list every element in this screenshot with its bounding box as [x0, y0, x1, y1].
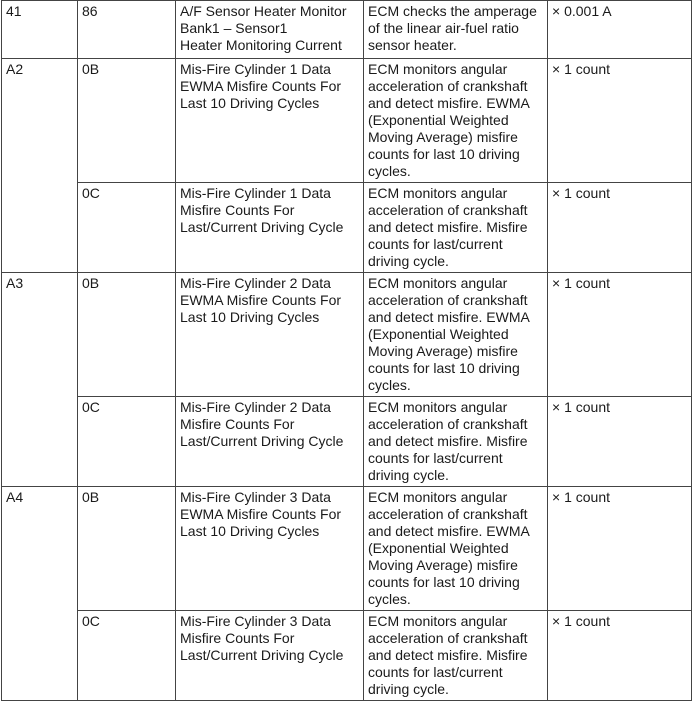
- explanation-cell: [364, 183, 548, 273]
- desc-line: and detect misfire. Misfire: [368, 219, 528, 235]
- desc-line: driving cycle.: [368, 467, 449, 483]
- explanation-cell: [364, 1, 548, 59]
- test-id-cell: 86: [78, 1, 176, 59]
- desc-line: ECM monitors angular: [368, 613, 508, 629]
- name-line: EWMA Misfire Counts For: [180, 506, 342, 522]
- desc-line: ECM monitors angular: [368, 275, 508, 291]
- name-line: Last/Current Driving Cycle: [180, 647, 344, 663]
- explanation-cell: [364, 397, 548, 487]
- desc-line: acceleration of crankshaft: [368, 506, 528, 522]
- desc-line: and detect misfire. Misfire: [368, 647, 528, 663]
- desc-line: and detect misfire. EWMA: [368, 309, 530, 325]
- description-name-cell: [176, 1, 364, 59]
- unit-cell: × 1 count: [548, 59, 692, 183]
- desc-line: driving cycle.: [368, 681, 449, 697]
- name-line: EWMA Misfire Counts For: [180, 78, 342, 94]
- name-line: Mis-Fire Cylinder 3 Data: [180, 489, 331, 505]
- test-id-cell: 0C: [78, 611, 176, 701]
- desc-line: sensor heater.: [368, 37, 457, 53]
- desc-line: acceleration of crankshaft: [368, 292, 528, 308]
- explanation-cell: [364, 487, 548, 611]
- unit-cell: × 1 count: [548, 487, 692, 611]
- description-name-cell: [176, 397, 364, 487]
- name-line: Mis-Fire Cylinder 1 Data: [180, 185, 331, 201]
- desc-line: ECM checks the amperage: [368, 3, 537, 19]
- description-name-cell: [176, 273, 364, 397]
- table-row: [2, 183, 692, 273]
- desc-line: counts for last/current: [368, 664, 503, 680]
- description-name-cell: [176, 487, 364, 611]
- desc-line: acceleration of crankshaft: [368, 202, 528, 218]
- name-line: EWMA Misfire Counts For: [180, 292, 342, 308]
- test-id-cell: 0C: [78, 183, 176, 273]
- unit-cell: × 1 count: [548, 611, 692, 701]
- description-name-cell: [176, 611, 364, 701]
- explanation-cell: [364, 273, 548, 397]
- pid-cell: A4: [2, 487, 78, 701]
- desc-line: ECM monitors angular: [368, 61, 508, 77]
- monitor-data-table: [1, 0, 692, 701]
- name-line: Last 10 Driving Cycles: [180, 95, 320, 111]
- name-line: Mis-Fire Cylinder 2 Data: [180, 399, 331, 415]
- desc-line: counts for last 10 driving: [368, 146, 520, 162]
- desc-line: (Exponential Weighted: [368, 540, 509, 556]
- pid-cell: 41: [2, 1, 78, 59]
- table-row: [2, 611, 692, 701]
- test-id-cell: 0B: [78, 487, 176, 611]
- description-name-cell: [176, 59, 364, 183]
- name-line: Last 10 Driving Cycles: [180, 309, 320, 325]
- name-line: Bank1 – Sensor1: [180, 20, 288, 36]
- unit-cell: × 1 count: [548, 397, 692, 487]
- table-row: [2, 1, 692, 59]
- desc-line: ECM monitors angular: [368, 489, 508, 505]
- explanation-cell: [364, 59, 548, 183]
- desc-line: (Exponential Weighted: [368, 112, 509, 128]
- test-id-cell: 0B: [78, 59, 176, 183]
- desc-line: counts for last/current: [368, 236, 503, 252]
- desc-line: acceleration of crankshaft: [368, 416, 528, 432]
- unit-cell: × 1 count: [548, 273, 692, 397]
- table-row: [2, 59, 692, 183]
- unit-cell: × 1 count: [548, 183, 692, 273]
- desc-line: cycles.: [368, 591, 411, 607]
- description-name-cell: [176, 183, 364, 273]
- desc-line: and detect misfire. EWMA: [368, 95, 530, 111]
- name-line: Misfire Counts For: [180, 202, 295, 218]
- name-line: Last 10 Driving Cycles: [180, 523, 320, 539]
- desc-line: acceleration of crankshaft: [368, 78, 528, 94]
- desc-line: Moving Average) misfire: [368, 343, 518, 359]
- desc-line: (Exponential Weighted: [368, 326, 509, 342]
- desc-line: and detect misfire. EWMA: [368, 523, 530, 539]
- test-id-cell: 0B: [78, 273, 176, 397]
- desc-line: of the linear air-fuel ratio: [368, 20, 519, 36]
- explanation-cell: [364, 611, 548, 701]
- desc-line: ECM monitors angular: [368, 185, 508, 201]
- desc-line: cycles.: [368, 377, 411, 393]
- desc-line: cycles.: [368, 163, 411, 179]
- table-row: [2, 397, 692, 487]
- unit-cell: × 0.001 A: [548, 1, 692, 59]
- pid-cell: A2: [2, 59, 78, 273]
- desc-line: acceleration of crankshaft: [368, 630, 528, 646]
- name-line: Heater Monitoring Current: [180, 37, 342, 53]
- desc-line: and detect misfire. Misfire: [368, 433, 528, 449]
- desc-line: counts for last 10 driving: [368, 360, 520, 376]
- name-line: A/F Sensor Heater Monitor: [180, 3, 347, 19]
- table-row: [2, 273, 692, 397]
- desc-line: counts for last 10 driving: [368, 574, 520, 590]
- name-line: Last/Current Driving Cycle: [180, 219, 344, 235]
- desc-line: driving cycle.: [368, 253, 449, 269]
- name-line: Last/Current Driving Cycle: [180, 433, 344, 449]
- name-line: Misfire Counts For: [180, 630, 295, 646]
- name-line: Mis-Fire Cylinder 2 Data: [180, 275, 331, 291]
- test-id-cell: 0C: [78, 397, 176, 487]
- desc-line: Moving Average) misfire: [368, 129, 518, 145]
- table-row: [2, 487, 692, 611]
- name-line: Mis-Fire Cylinder 1 Data: [180, 61, 331, 77]
- desc-line: ECM monitors angular: [368, 399, 508, 415]
- desc-line: Moving Average) misfire: [368, 557, 518, 573]
- name-line: Misfire Counts For: [180, 416, 295, 432]
- desc-line: counts for last/current: [368, 450, 503, 466]
- name-line: Mis-Fire Cylinder 3 Data: [180, 613, 331, 629]
- pid-cell: A3: [2, 273, 78, 487]
